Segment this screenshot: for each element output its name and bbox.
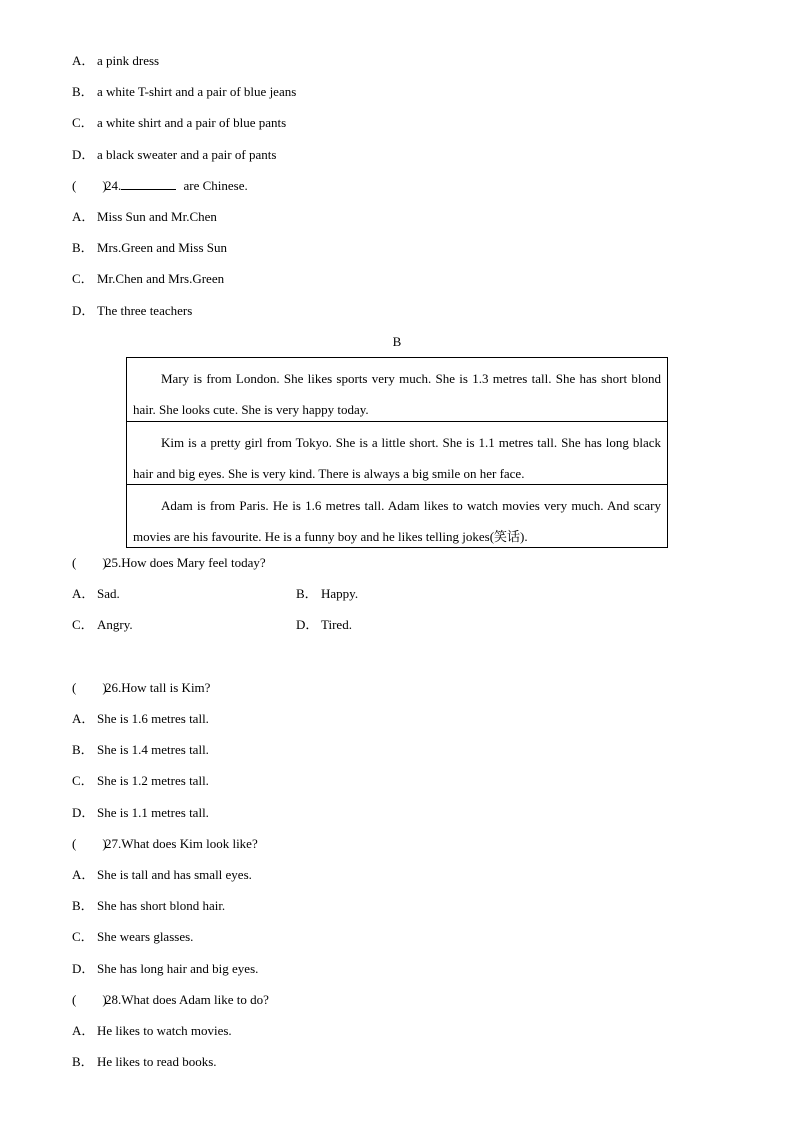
- q27-option-c: C． She wears glasses.: [72, 929, 194, 944]
- q23-option-b: B． a white T-shirt and a pair of blue jeans: [72, 84, 297, 99]
- passage-adam: Adam is from Paris. He is 1.6 metres tall. Adam likes to watch movies very much. And scary movies are his favourite. He is a funny boy and he likes telling jokes(笑话).: [127, 484, 667, 547]
- q24-option-a: A． Miss Sun and Mr.Chen: [72, 209, 217, 224]
- q24-option-d: D． The three teachers: [72, 303, 193, 318]
- q27-question: ( )27.What does Kim look like?: [72, 836, 258, 851]
- q26-option-b: B． She is 1.4 metres tall.: [72, 742, 209, 757]
- q26-question: ( )26.How tall is Kim?: [72, 680, 211, 695]
- passage-kim: Kim is a pretty girl from Tokyo. She is a little short. She is 1.1 metres tall. She has long black hair and big eyes. She is very kind. There is always a big smile on her face.: [127, 421, 667, 484]
- q27-option-a: A． She is tall and has small eyes.: [72, 867, 252, 882]
- q23-option-c: C． a white shirt and a pair of blue pants: [72, 115, 287, 130]
- q24-option-c: C． Mr.Chen and Mrs.Green: [72, 271, 225, 286]
- section-b-title: B: [392, 334, 402, 349]
- q28-option-a: A． He likes to watch movies.: [72, 1023, 232, 1038]
- q25-option-d: D． Tired.: [296, 617, 352, 632]
- passage-table: [126, 357, 668, 548]
- answer-bracket: ( ): [72, 555, 107, 570]
- q24-question: ( )24. are Chinese.: [72, 178, 248, 193]
- fill-blank: [121, 178, 176, 190]
- q25-option-c: C． Angry.: [72, 617, 133, 632]
- q23-option-d: D． a black sweater and a pair of pants: [72, 147, 277, 162]
- q23-option-a: A． a pink dress: [72, 53, 160, 68]
- q25-question: ( )25.How does Mary feel today?: [72, 555, 266, 570]
- q28-question: ( )28.What does Adam like to do?: [72, 992, 269, 1007]
- q25-option-a: A． Sad.: [72, 586, 120, 601]
- q25-option-b: B． Happy.: [296, 586, 359, 601]
- q26-option-a: A． She is 1.6 metres tall.: [72, 711, 209, 726]
- answer-bracket: ( ): [72, 836, 107, 851]
- answer-bracket: ( ): [72, 680, 107, 695]
- answer-bracket: ( ): [72, 992, 107, 1007]
- answer-bracket: ( ): [72, 178, 107, 193]
- q27-option-b: B． She has short blond hair.: [72, 898, 226, 913]
- q28-option-b: B． He likes to read books.: [72, 1054, 217, 1069]
- q26-option-d: D． She is 1.1 metres tall.: [72, 805, 209, 820]
- q27-option-d: D． She has long hair and big eyes.: [72, 961, 259, 976]
- passage-mary: Mary is from London. She likes sports very much. She is 1.3 metres tall. She has short blond hair. She looks cute. She is very happy today.: [133, 371, 661, 417]
- q24-option-b: B． Mrs.Green and Miss Sun: [72, 240, 227, 255]
- q26-option-c: C． She is 1.2 metres tall.: [72, 773, 209, 788]
